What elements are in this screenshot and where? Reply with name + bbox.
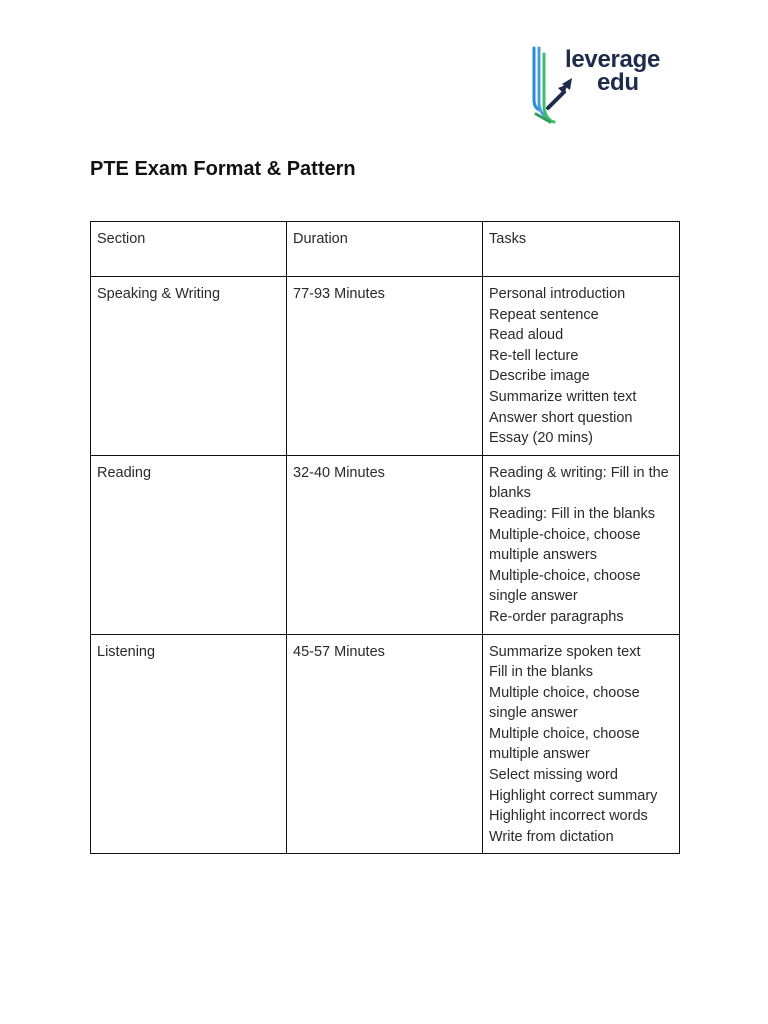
task-item: Read aloud xyxy=(489,327,564,344)
page-title: PTE Exam Format & Pattern xyxy=(90,158,356,180)
task-item: Describe image xyxy=(489,368,590,385)
task-item: Re-tell lecture xyxy=(489,347,579,364)
header-section: Section xyxy=(91,222,287,277)
cell-tasks xyxy=(483,277,680,456)
table-row xyxy=(91,277,680,456)
task-item: Write from dictation xyxy=(489,828,614,845)
task-item: Multiple choice, choose single answer xyxy=(489,684,640,722)
task-item: Multiple-choice, choose single answer xyxy=(489,567,641,605)
table-row xyxy=(91,634,680,854)
task-item: Highlight correct summary xyxy=(489,787,658,804)
logo-wordmark-line1: leverage xyxy=(565,46,661,73)
task-item: Reading: Fill in the blanks xyxy=(489,505,656,522)
cell-duration: 45-57 Minutes xyxy=(287,634,483,854)
task-item: Summarize spoken text xyxy=(489,643,641,660)
cell-duration: 32-40 Minutes xyxy=(287,455,483,634)
task-item: Highlight incorrect words xyxy=(489,808,648,825)
header-tasks: Tasks xyxy=(483,222,680,277)
table-row xyxy=(91,455,680,634)
cell-tasks xyxy=(483,455,680,634)
table-header-row xyxy=(91,222,680,277)
cell-section: Listening xyxy=(91,634,287,854)
exam-format-table xyxy=(90,221,680,854)
cell-tasks xyxy=(483,634,680,854)
task-item: Answer short question xyxy=(489,409,633,426)
task-item: Re-order paragraphs xyxy=(489,608,624,625)
task-item: Essay (20 mins) xyxy=(489,430,593,447)
task-item: Multiple-choice, choose multiple answers xyxy=(489,526,641,564)
task-item: Multiple choice, choose multiple answer xyxy=(489,725,640,763)
cell-section: Reading xyxy=(91,455,287,634)
logo xyxy=(528,44,688,126)
task-item: Select missing word xyxy=(489,767,618,784)
cell-duration: 77-93 Minutes xyxy=(287,277,483,456)
logo-wordmark-line2: edu xyxy=(597,69,639,96)
task-item: Fill in the blanks xyxy=(489,664,593,681)
task-item: Repeat sentence xyxy=(489,306,599,323)
header-duration: Duration xyxy=(287,222,483,277)
cell-section: Speaking & Writing xyxy=(91,277,287,456)
task-item: Summarize written text xyxy=(489,388,637,405)
task-item: Personal introduction xyxy=(489,286,626,302)
task-item: Reading & writing: Fill in the blanks xyxy=(489,464,669,502)
